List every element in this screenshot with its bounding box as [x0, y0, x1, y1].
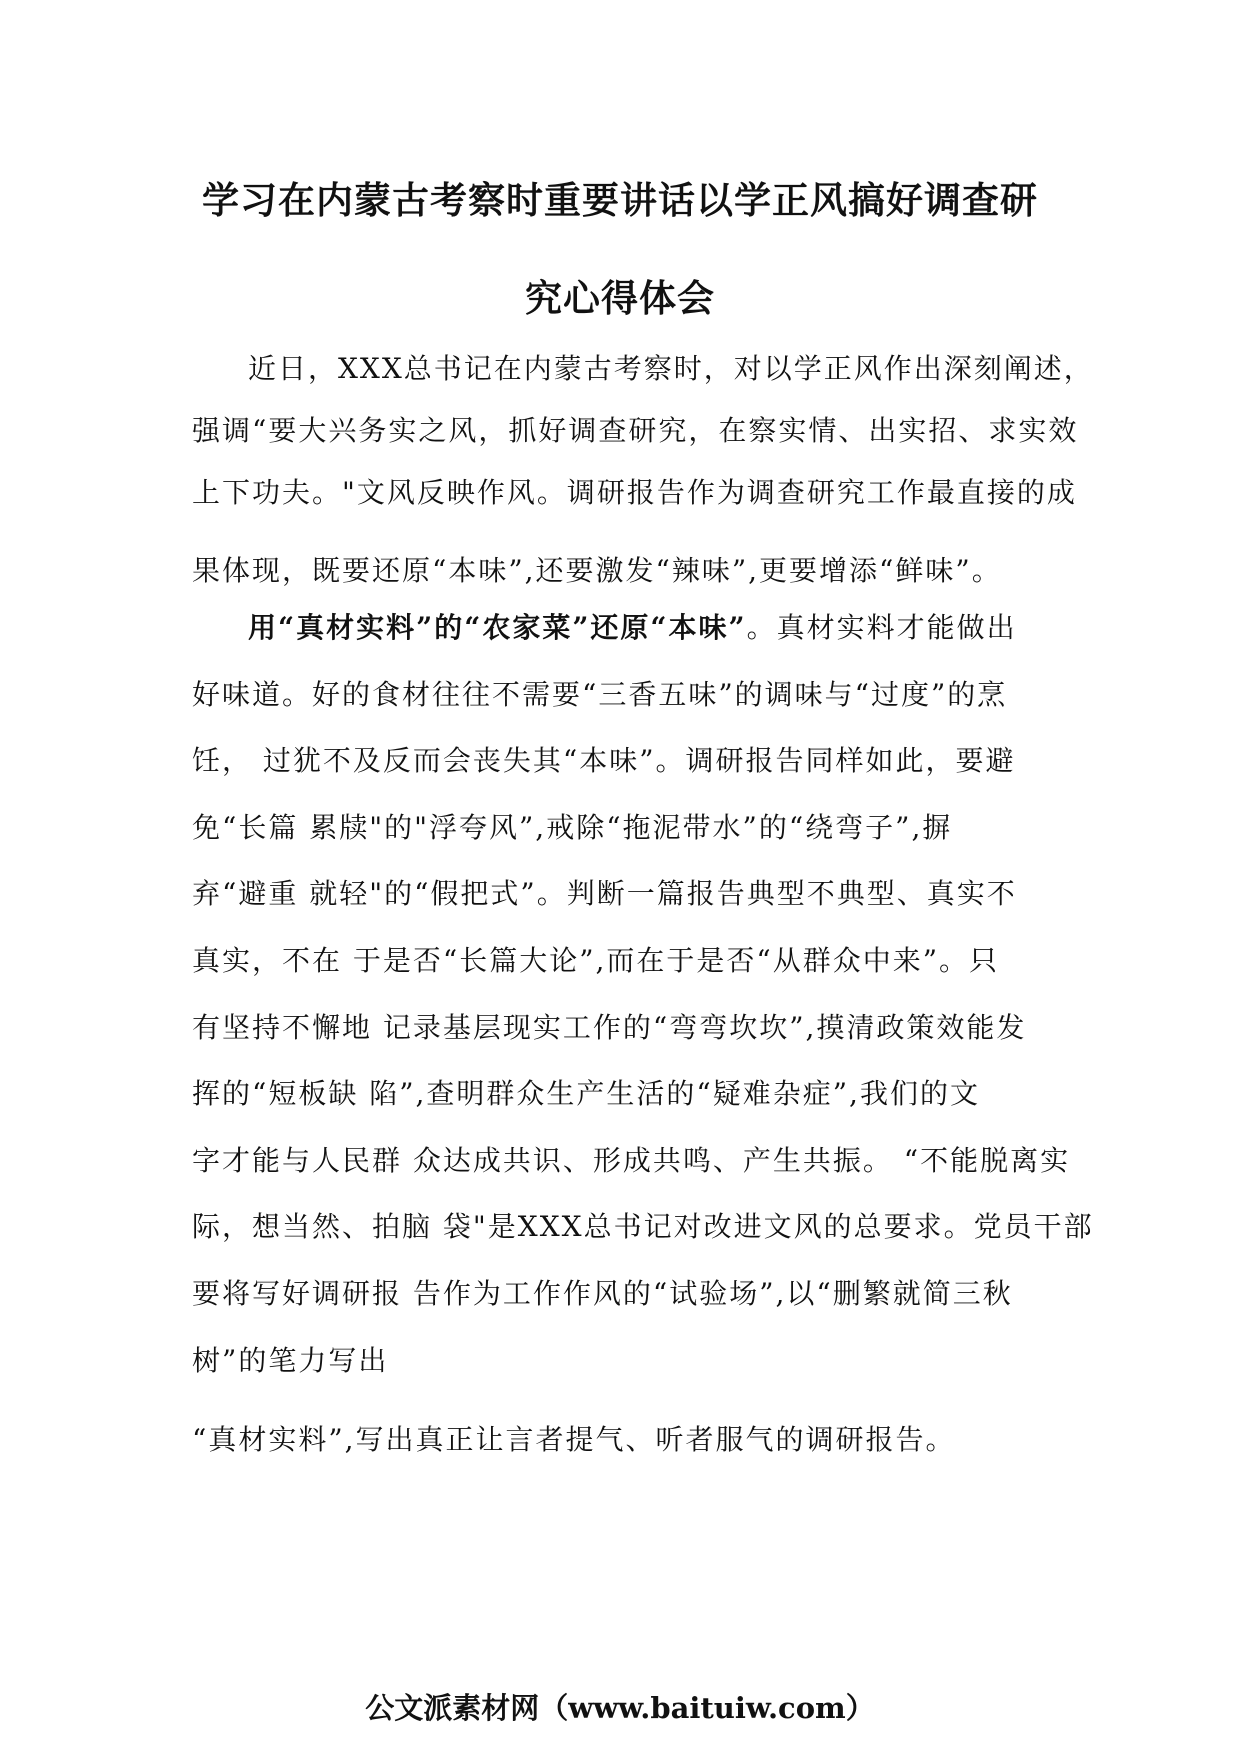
paragraph-intro: [192, 338, 1094, 602]
text-line: 际，想当然、拍脑 袋"是XXX总书记对改进文风的总要求。党员干部: [192, 1210, 1094, 1244]
text-line: [192, 595, 1072, 662]
paragraph-closing: “真材实料”,写出真正让言者提气、听者服气的调研报告。: [192, 1423, 956, 1456]
document-title-line-1: 学习在内蒙古考察时重要讲话以学正风搞好调查研: [202, 178, 1038, 222]
text-line: 字才能与人民群 众达成共识、形成共鸣、产生共振。 “不能脱离实: [192, 1143, 1071, 1177]
text-line: 有坚持不懈地 记录基层现实工作的“弯弯坎坎”,摸清政策效能发: [192, 1010, 1027, 1044]
text-line: 强调“要大兴务实之风，抓好调查研究，在察实情、出实招、求实效: [192, 414, 1079, 447]
text-line: 果体现，既要还原“本味”,还要激发“辣味”,更要增添“鲜味”。: [192, 554, 1002, 587]
document-title-line-2: 究心得体会: [525, 276, 715, 320]
text-line: 免“长篇 累牍"的"浮夸风”,戒除“拖泥带水”的“绕弯子”,摒: [192, 810, 953, 844]
paragraph-heading: 用“真材实料”的“农家菜”还原“本味”: [248, 611, 747, 644]
text-line: 近日，XXX总书记在内蒙古考察时，对以学正风作出深刻阐述，: [248, 352, 1094, 385]
text-line: 上下功夫。"文风反映作风。调研报告作为调查研究工作最直接的成: [192, 476, 1077, 509]
text-line: 挥的“短板缺 陷”,查明群众生产生活的“疑难杂症”,我们的文: [192, 1077, 980, 1111]
text-line: 好味道。好的食材往往不需要“三香五味”的调味与“过度”的烹: [192, 677, 1008, 711]
text-line: 要将写好调研报 告作为工作作风的“试验场”,以“删繁就简三秋: [192, 1276, 1013, 1310]
text-line: 饪， 过犹不及反而会丧失其“本味”。调研报告同样如此，要避: [192, 744, 1016, 778]
footer-watermark: 公文派素材网（www.baituiw.com）: [365, 1691, 875, 1725]
paragraph-heading-rest: 。真材实料才能做出: [746, 611, 1017, 644]
text-line: 树”的笔力写出: [192, 1343, 389, 1377]
text-line: 真实，不在 于是否“长篇大论”,而在于是否“从群众中来”。只: [192, 943, 1000, 977]
text-line: 弃“避重 就轻"的“假把式”。判断一篇报告典型不典型、真实不: [192, 877, 1017, 911]
paragraph-main: [192, 595, 1094, 1394]
